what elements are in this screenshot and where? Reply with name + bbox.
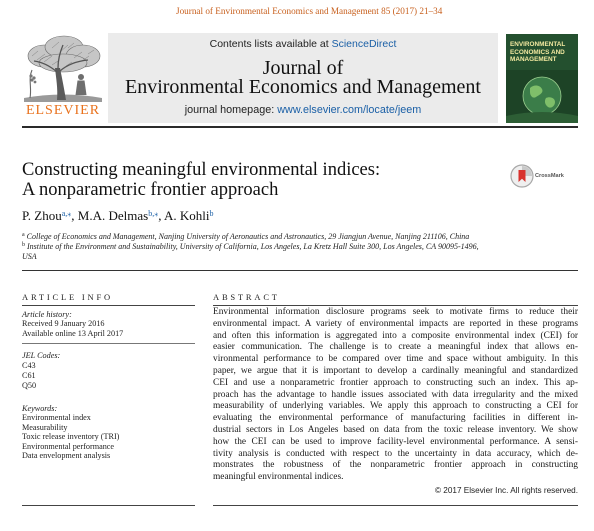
author-affiliation-link[interactable]: a,⁎ [61, 208, 72, 218]
article-title-line: Constructing meaningful environmental indices: [22, 160, 381, 180]
keyword: Environmental index [22, 413, 91, 423]
author-name: A. Kohli [164, 208, 210, 223]
author-list [22, 208, 214, 224]
affiliation-text: College of Economics and Management, Nanjing University of Aeronautics and Astronautics, 29 Jiangjun Avenue, Nanjing 211106, China [26, 232, 470, 241]
abstract-bottom-rule [213, 505, 578, 506]
jel-code: Q50 [22, 381, 37, 390]
author-name: M.A. Delmas [77, 208, 149, 223]
elsevier-tree-icon [22, 34, 104, 102]
keywords-label: Keywords: [22, 404, 58, 413]
running-header-link[interactable]: Journal of Environmental Economics and Management 85 (2017) 21–34 [176, 6, 443, 16]
homepage-prefix: journal homepage: [184, 104, 278, 116]
article-history [22, 310, 195, 338]
affiliation-b [22, 242, 479, 253]
affiliation-text: Institute of the Environment and Sustainability, University of California, Los Angeles, La Kretz Hall Suite 300, Los Angeles, CA 90095-1496, [27, 242, 479, 251]
journal-title-line-1: Journal of [262, 57, 344, 79]
abstract-heading-rule [213, 305, 578, 306]
abstract-heading: ABSTRACT [213, 292, 280, 302]
jel-code: C61 [22, 371, 36, 380]
abstract-line: monstrates the robustness of the nonparametric frontier approach in constructing [213, 460, 578, 471]
keywords [22, 404, 195, 460]
article-title-line: A nonparametric frontier approach [22, 180, 279, 200]
abstract-line: CEI and use a nonparametric frontier approach to constructing such an index. This ap- [213, 377, 578, 388]
abstract-line: paper, we argue that it is important to develop a cardinally meaningful and standardized [213, 365, 578, 376]
masthead-rule [22, 126, 578, 128]
journal-cover-thumbnail [506, 34, 578, 123]
elsevier-logo [22, 34, 104, 122]
abstract-body [213, 307, 578, 484]
article-title [22, 160, 380, 200]
article-history-item: Received 9 January 2016 [22, 319, 105, 329]
abstract-line: how the CEI can be used to improve facility-level environmental performance. A sensi- [213, 436, 578, 447]
journal-masthead [108, 33, 498, 123]
abstract-line: vironmental performance to be compared over time and space without ambiguity. In this [213, 354, 578, 365]
cover-title-line: ENVIRONMENTAL [510, 41, 566, 48]
author-affiliation-link[interactable]: b [209, 208, 214, 218]
author-name: P. Zhou [22, 208, 62, 223]
keyword: Measurability [22, 422, 68, 432]
article-info-heading-rule [22, 305, 195, 306]
keyword: Data envelopment analysis [22, 450, 111, 460]
abstract-line: measurability of underlying variables. We apply this approach to constructing a CEI for [213, 401, 578, 412]
jel-codes [22, 351, 195, 391]
cover-title-line: ECONOMICS AND [510, 48, 565, 56]
abstract-line: evaluating the environmental performance of manufacturing facilities in different in- [213, 413, 578, 424]
jel-codes-label: JEL Codes: [22, 351, 61, 360]
contents-availability-line [108, 38, 498, 50]
keyword: Toxic release inventory (TRI) [22, 432, 120, 442]
abstract-line: meaningful environmental indices. [213, 472, 344, 483]
jel-code: C43 [22, 361, 36, 370]
crossmark-icon [510, 164, 534, 188]
affiliation-b-continued: USA [22, 252, 37, 261]
cover-globe-icon [506, 70, 578, 123]
sciencedirect-link[interactable]: ScienceDirect [331, 38, 397, 50]
crossmark-label: CrossMark [535, 173, 564, 179]
elsevier-wordmark: ELSEVIER [25, 103, 101, 118]
abstract-line: environmental impact. A variety of environmental impacts are reported in these programs [213, 318, 578, 329]
article-history-item: Available online 13 April 2017 [22, 328, 124, 338]
abstract-line: dustrial sectors in Los Angeles based on data from the toxic release inventory. We show [213, 424, 578, 435]
author-separator: , [71, 208, 78, 223]
section-rule [22, 270, 578, 271]
contents-prefix: Contents lists available at [209, 38, 332, 50]
article-history-rule [22, 343, 195, 344]
abstract-line: and often this information is aggregated into a composite environmental index (CEI) for [213, 330, 578, 341]
cover-title-line: MANAGEMENT [510, 56, 557, 64]
author-affiliation-link[interactable]: b,⁎ [148, 208, 159, 218]
keyword: Environmental performance [22, 441, 115, 451]
copyright-notice: © 2017 Elsevier Inc. All rights reserved. [434, 486, 578, 495]
journal-homepage-link[interactable]: www.elsevier.com/locate/jeem [277, 104, 422, 116]
affiliation-label: a [22, 232, 25, 239]
affiliation-label: b [22, 242, 25, 249]
cover-title [510, 41, 565, 64]
article-history-label: Article history: [22, 310, 72, 319]
article-info-bottom-rule [22, 505, 195, 506]
author-separator: , [158, 208, 165, 223]
journal-homepage-line [108, 104, 498, 117]
abstract-line: proach has the advantage to handle issues associated with data irregularity and the mixed [213, 389, 578, 400]
crossmark-button[interactable] [510, 164, 570, 190]
abstract-line: tivity analysis is conducted with respect to the uncertainty in data accuracy, which de- [213, 448, 578, 459]
abstract-line: easier communication. The challenge is to create a meaningful index that allows en- [213, 342, 578, 353]
article-info-heading: ARTICLE INFO [22, 292, 113, 302]
abstract-line: Environmental information disclosure programs seek to motivate firms to reduce their [213, 307, 578, 317]
journal-title-line-2: Environmental Economics and Management [124, 76, 481, 98]
